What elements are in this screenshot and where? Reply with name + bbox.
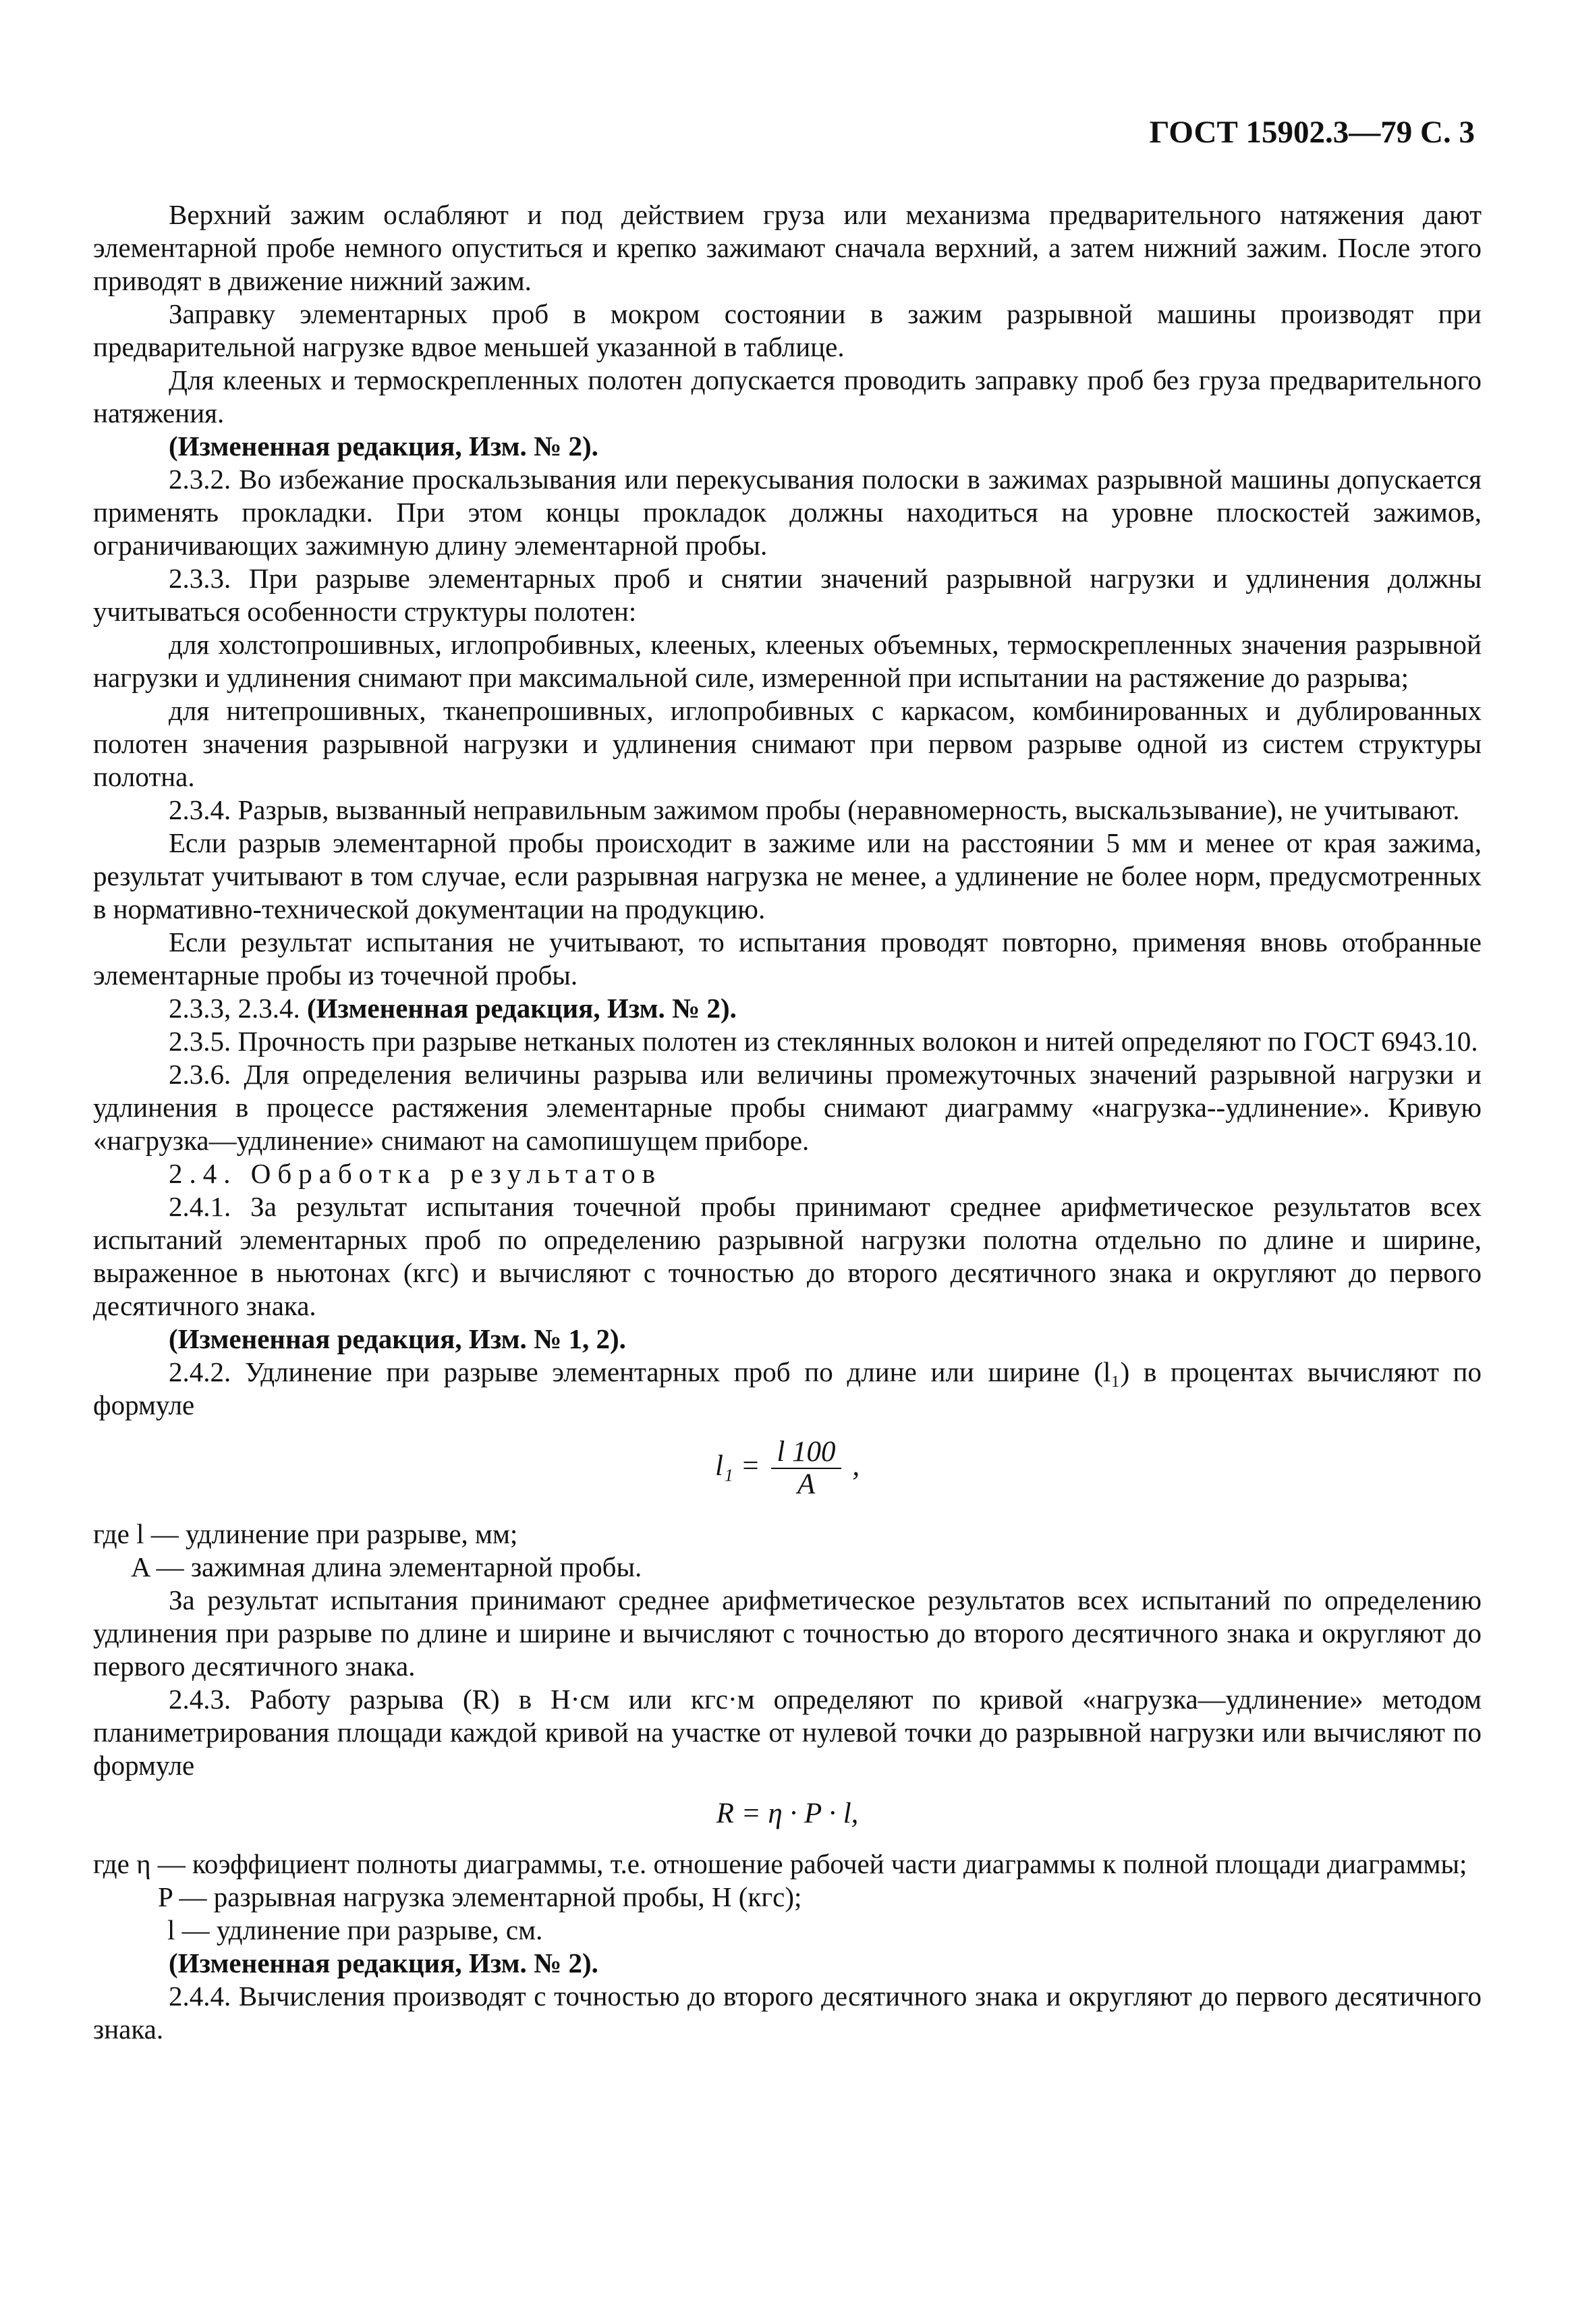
amendment-note bbox=[93, 992, 1482, 1025]
definition: A — зажимная длина элементарной пробы. bbox=[131, 1551, 642, 1582]
definition: P — разрывная нагрузка элементарной пробы, Н (кгс); bbox=[158, 1881, 802, 1912]
paragraph: для нитепрошивных, тканепрошивных, иглопробивных с каркасом, комбинированных и дублированных полотен значения разрывной нагрузки и удлинения снимают при первом разрыве одной из систем структуры полотна. bbox=[93, 695, 1482, 792]
formula-work: R = η · P · l, bbox=[716, 1798, 859, 1829]
formula-numerator: l 100 bbox=[771, 1437, 841, 1469]
paragraph: Заправку элементарных проб в мокром состоянии в зажим разрывной машины производят при предварительной нагрузке вдвое меньшей указанной в таблице. bbox=[93, 298, 1482, 362]
page-header: ГОСТ 15902.3—79 С. 3 bbox=[1149, 115, 1475, 150]
document-body bbox=[93, 198, 1482, 2046]
amendment-note bbox=[93, 1947, 1482, 1980]
paragraph: 2.3.3. При разрыве элементарных проб и снятии значений разрывной нагрузки и удлинения должны учитываться особенности структуры полотен: bbox=[93, 563, 1482, 627]
formula-tail: , bbox=[852, 1449, 860, 1482]
amendment-note bbox=[93, 430, 1482, 463]
paragraph: для холстопрошивных, иглопробивных, клееных, клееных объемных, термоскрепленных значения разрывной нагрузки и удлинения снимают при максимальной силе, измеренной при испытании на растяжение до разрыва; bbox=[93, 629, 1482, 693]
definition: где l — удлинение при разрыве, мм; bbox=[93, 1518, 518, 1549]
amendment-clauses: 2.3.3, 2.3.4. bbox=[169, 993, 300, 1024]
paragraph: 2.4.4. Вычисления производят с точностью до второго десятичного знака и округляют до первого десятичного знака. bbox=[93, 1981, 1482, 2045]
paragraph: 2.3.6. Для определения величины разрыва или величины промежуточных значений разрывной нагрузки и удлинения в процессе растяжения элементарные пробы снимают диаграмму «нагрузка--удлинение». Кривую «нагрузка—удлинение» снимают на самопишущем приборе. bbox=[93, 1059, 1482, 1156]
formula-denominator: A bbox=[797, 1468, 816, 1500]
formula-elongation bbox=[93, 1437, 1482, 1500]
paragraph: 2.4.3. Работу разрыва (R) в Н·см или кгс·м определяют по кривой «нагрузка—удлинение» методом планиметрирования площади каждой кривой на участке от нулевой точки до разрывной нагрузки или вычисляют по формуле bbox=[93, 1684, 1482, 1781]
paragraph: Для клееных и термоскрепленных полотен допускается проводить заправку проб без груза предварительного натяжения. bbox=[93, 364, 1482, 428]
amendment-note bbox=[93, 1323, 1482, 1356]
paragraph: 2.3.4. Разрыв, вызванный неправильным зажимом пробы (неравномерность, выскальзывание), не учитывают. bbox=[169, 794, 1460, 825]
paragraph: Если результат испытания не учитывают, то испытания проводят повторно, применяя вновь отобранные элементарные пробы из точечной пробы. bbox=[93, 926, 1482, 991]
formula-lhs: l₁ = bbox=[714, 1449, 760, 1482]
amendment-note-text: (Измененная редакция, Изм. № 2). bbox=[307, 993, 737, 1024]
paragraph: За результат испытания принимают среднее арифметическое результатов всех испытаний по определению удлинения при разрыве по длине и ширине и вычисляют с точностью до второго десятичного знака и округляют до первого десятичного знака. bbox=[93, 1584, 1482, 1682]
paragraph: 2.4.1. За результат испытания точечной пробы принимают среднее арифметическое результатов всех испытаний элементарных проб по определению разрывной нагрузки полотна отдельно по длине и ширине, выраженное в ньютонах (кгс) и вычисляют с точностью до второго десятичного знака и округляют до первого десятичного знака. bbox=[93, 1191, 1482, 1321]
paragraph: Верхний зажим ослабляют и под действием груза или механизма предварительного натяжения дают элементарной пробе немного опуститься и крепко зажимают сначала верхний, а затем нижний зажим. После этого приводят в движение нижний зажим. bbox=[93, 199, 1482, 296]
section-heading: 2.4. Обработка результатов bbox=[169, 1158, 663, 1189]
paragraph: 2.3.5. Прочность при разрыве нетканых полотен из стеклянных волокон и нитей определяют по ГОСТ 6943.10. bbox=[169, 1026, 1478, 1057]
amendment-note-text: (Измененная редакция, Изм. № 2). bbox=[169, 1947, 598, 1979]
paragraph: 2.4.2. Удлинение при разрыве элементарных проб по длине или ширине (l₁) в процентах вычисляют по формуле bbox=[93, 1356, 1482, 1420]
formula-fraction bbox=[771, 1437, 841, 1500]
definition: l — удлинение при разрыве, см. bbox=[167, 1914, 543, 1945]
paragraph: 2.3.2. Во избежание проскальзывания или перекусывания полоски в зажимах разрывной машины допускается применять прокладки. При этом концы прокладок должны находиться на уровне плоскостей зажимов, ограничивающих зажимную длину элементарной пробы. bbox=[93, 464, 1482, 561]
paragraph: Если разрыв элементарной пробы происходит в зажиме или на расстоянии 5 мм и менее от края зажима, результат учитывают в том случае, если разрывная нагрузка не менее, а удлинение не более норм, предусмотренных в нормативно-технической документации на продукцию. bbox=[93, 827, 1482, 924]
definition: где η — коэффициент полноты диаграммы, т.е. отношение рабочей части диаграммы к полной площади диаграммы; bbox=[93, 1848, 1467, 1879]
amendment-note-text: (Измененная редакция, Изм. № 1, 2). bbox=[169, 1323, 626, 1354]
amendment-note-text: (Измененная редакция, Изм. № 2). bbox=[169, 431, 598, 462]
